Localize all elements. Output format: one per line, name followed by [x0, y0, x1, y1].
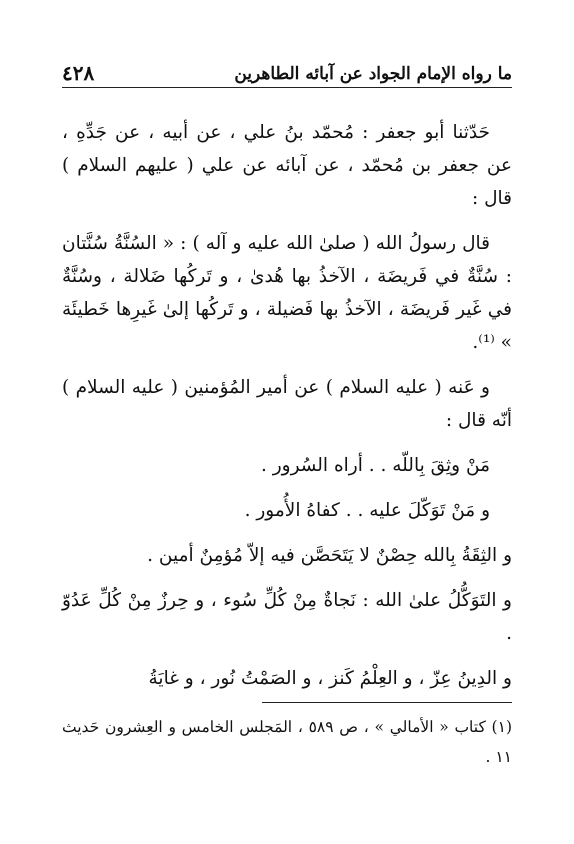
- verse-line-2: و مَنْ تَوَكّلَ عليه . . كفاهُ الأُمور .: [244, 500, 490, 521]
- paragraph-trust: و الثِقَةُ بِالله حِصْنٌ لا يَتَحَصَّن فيه إلاّ مُؤمِنٌ أمين .: [147, 545, 512, 566]
- footnote: (١) كتاب « الأمالي » ، ص ٥٨٩ ، المَجلس الخامس و العِشرون حَديث ١١ .: [62, 718, 512, 766]
- paragraph-hadith-sunnah: قال رسولُ الله ( صلىٰ الله عليه و آله ) : « السُنَّةُ سُنَّتان : سُنَّةٌ في فَريضَة ، الآخذُ بها هُدىٰ ، و تَركُها ضَلالة ، وسُنَّةٌ في غَير فَريضَة ، الآخذُ بها فَضيلة ، و تَركُها إلىٰ غَيرِها خَطيئَة » ⁽¹⁾.: [62, 233, 512, 353]
- paragraph-reliance: و التَوَكُّلُ علىٰ الله : نَجاةٌ مِنْ كُلِّ سُوء ، و حِرزٌ مِنْ كُلِّ عَدُوّ .: [62, 590, 512, 644]
- main-text: [62, 116, 512, 707]
- verse-line-1: مَنْ وثِقَ بِاللّه . . أراه السُرور .: [260, 455, 490, 476]
- paragraph-chain-of-narration: حَدّثنا أبو جعفر : مُحمّد بنُ علي ، عن أبيه ، عن جَدِّهِ ، عن جعفر بن مُحمّد ، عن آبائه عن علي ( عليهم السلام ) قال :: [62, 122, 512, 209]
- page-number: ٤٢٨: [62, 61, 95, 85]
- paragraph-religion: و الدِينُ عِزّ ، و العِلْمُ كَنز ، و الصَمْتُ نُور ، و غايَةُ: [148, 668, 512, 689]
- footnote-separator: [262, 702, 512, 703]
- page-header: [62, 52, 512, 88]
- paragraph-from-amir: و عَنه ( عليه السلام ) عن أمير المُؤمنين ( عليه السلام ) أنّه قال :: [62, 377, 512, 431]
- running-title: ما رواه الإمام الجواد عن آبائه الطاهرين: [234, 64, 512, 84]
